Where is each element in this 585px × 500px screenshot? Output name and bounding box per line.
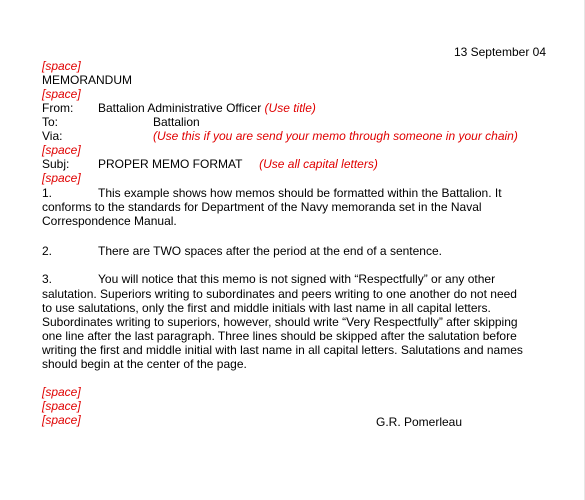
space-marker: [space] [42,385,81,399]
space-marker: [space] [42,143,81,157]
paragraph-line: one line after the last paragraph. Three lines should be skipped after the salutation before [42,329,517,343]
subj-label: Subj: [42,157,70,171]
paragraph-number: 2. [42,244,53,258]
to-label: To: [42,115,59,129]
subj-value: PROPER MEMO FORMAT (Use all capital letters) [98,157,378,171]
paragraph-line: writing the first and middle initial with last name in all capital letters. Salutations and names [42,343,523,357]
paragraph-line: Subordinates writing to superiors, however, should write “Very Respectfully” after skipping [42,315,518,329]
via-line [42,129,542,143]
to-value: Battalion [153,115,200,129]
space-marker: [space] [42,87,81,101]
subj-note: (Use all capital letters) [259,157,378,171]
paragraph-1-first-line [42,186,547,200]
paragraph-line: to use salutations, only the first and middle initials with last name in all capital letters. [42,301,491,315]
subj-line [42,157,542,171]
space-marker: [space] [42,59,81,73]
paragraph-line: should begin at the center of the page. [42,357,247,371]
signature: G.R. Pomerleau [376,415,463,429]
paragraph-3-first-line [42,272,547,286]
paragraph-line: conforms to the standards for Department of the Navy memoranda set in the Naval [42,200,482,214]
from-label: From: [42,101,74,115]
space-marker: [space] [42,171,81,185]
from-value: Battalion Administrative Officer (Use title) [98,101,316,115]
paragraph-number: 3. [42,272,53,286]
to-line [42,115,542,129]
via-note: (Use this if you are send your memo through someone in your chain) [153,129,518,143]
paragraph-2-first-line [42,244,547,258]
from-line [42,101,542,115]
via-label: Via: [42,129,63,143]
space-marker: [space] [42,399,81,413]
paragraph-line: salutation. Superiors writing to subordinates and peers writing to one another do not need [42,287,517,301]
paragraph-text: There are TWO spaces after the period at the end of a sentence. [98,244,442,258]
paragraph-line: Correspondence Manual. [42,214,177,228]
paragraph-text: You will notice that this memo is not signed with “Respectfully” or any other [98,272,496,286]
space-marker: [space] [42,413,81,427]
paragraph-number: 1. [42,186,53,200]
from-note: (Use title) [264,101,316,115]
paragraph-text: This example shows how memos should be formatted within the Battalion. It [98,186,502,200]
memorandum-heading: MEMORANDUM [42,73,132,87]
memo-date: 13 September 04 [453,45,546,59]
